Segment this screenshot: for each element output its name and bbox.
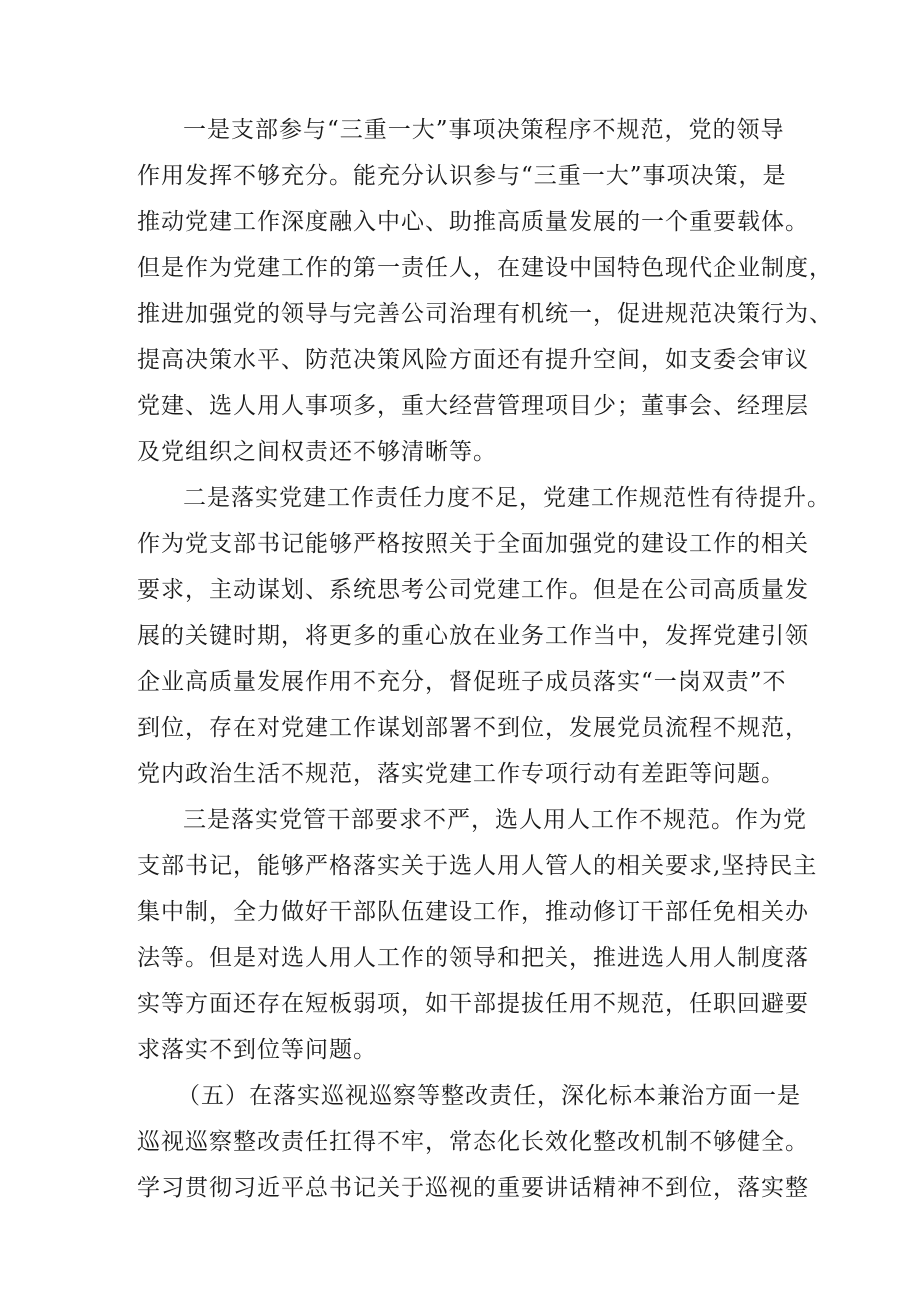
text-line: 学习贯彻习近平总书记关于巡视的重要讲话精神不到位，落实整: [137, 1175, 809, 1201]
text-line: 推进加强党的领导与完善公司治理有机统一，促进规范决策行为、: [137, 301, 833, 327]
text-line: 三是落实党管干部要求不严，选人用人工作不规范。作为党: [183, 807, 807, 833]
text-line: 集中制，全力做好干部队伍建设工作，推动修订干部任免相关办: [137, 899, 809, 925]
text-line: 法等。但是对选人用人工作的领导和把关，推进选人用人制度落: [137, 945, 809, 971]
text-line: 作为党支部书记能够严格按照关于全面加强党的建设工作的相关: [137, 531, 809, 557]
text-line: 但是作为党建工作的第一责任人，在建设中国特色现代企业制度，: [137, 255, 833, 281]
text-line: 到位，存在对党建工作谋划部署不到位，发展党员流程不规范，: [137, 715, 809, 741]
text-line: 求落实不到位等问题。: [137, 1037, 377, 1063]
text-line: 二是落实党建工作责任力度不足，党建工作规范性有待提升。: [183, 485, 831, 511]
text-line: 展的关键时期，将更多的重心放在业务工作当中，发挥党建引领: [137, 623, 809, 649]
text-line: 要求，主动谋划、系统思考公司党建工作。但是在公司高质量发: [137, 577, 809, 603]
text-line: （五）在落实巡视巡察等整改责任，深化标本兼治方面一是: [177, 1083, 801, 1109]
text-line: 企业高质量发展作用不充分，督促班子成员落实“一岗双责”不: [137, 669, 787, 695]
text-line: 推动党建工作深度融入中心、助推高质量发展的一个重要载体。: [137, 209, 809, 235]
text-line: 一是支部参与“三重一大”事项决策程序不规范，党的领导: [183, 117, 785, 143]
text-line: 党建、选人用人事项多，重大经营管理项目少；董事会、经理层: [137, 393, 809, 419]
text-line: 支部书记，能够严格落实关于选人用人管人的相关要求,坚持民主: [137, 853, 818, 879]
text-line: 提高决策水平、防范决策风险方面还有提升空间，如支委会审议: [137, 347, 809, 373]
text-line: 巡视巡察整改责任扛得不牢，常态化长效化整改机制不够健全。: [137, 1129, 809, 1155]
text-line: 作用发挥不够充分。能充分认识参与“三重一大”事项决策，是: [137, 163, 787, 189]
text-line: 及党组织之间权责还不够清晰等。: [137, 439, 497, 465]
text-line: 实等方面还存在短板弱项，如干部提拔任用不规范，任职回避要: [137, 991, 809, 1017]
text-line: 党内政治生活不规范，落实党建工作专项行动有差距等问题。: [137, 761, 785, 787]
